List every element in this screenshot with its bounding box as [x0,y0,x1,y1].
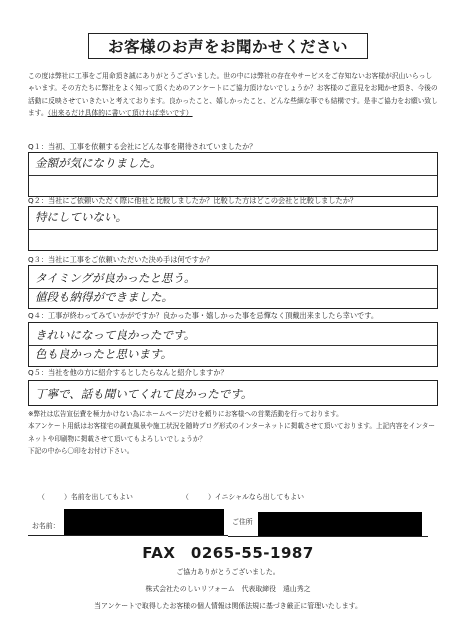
company-name: 株式会社たのしいリフォーム 代表取締役 遠山秀之 [145,585,311,593]
question-2-label: Q２：当社にご依頼いただく際に他社と比較しましたか？比較した方はどこの会社と比較しましたか？ [28,196,358,205]
answer-3-line-1: タイミングが良かったと思う。 [35,271,196,285]
intro-paragraph-2: お客様のご意見をお聞かせ頂き、今後の活動に反映させていきたいと考えております。良かったこと、嬉しかったこと、どんな些細な事でも結構です。是非ご協力をお願い致します。 [28,84,438,118]
privacy-note: 当アンケートで取得したお客様の個人情報は関係法規に基づき厳正に管理いたします。 [94,602,362,610]
intro-paragraph-3: （出来るだけ具体的に書いて頂ければ幸いです） [47,109,193,118]
answer-4-line-2: 色も良かったと思います。 [35,347,173,361]
thanks-text: ご協力ありがとうございました。 [176,568,280,576]
name-label: お名前： [32,522,60,530]
question-3-label: Q３：当社に工事をご依頼いただいた決め手は何ですか？ [28,255,214,264]
notes-text [28,408,440,458]
redacted-address [258,512,422,536]
name-underline [28,535,228,536]
question-1-label: Q１：当初、工事を依頼する会社にどんな事を期待されていましたか？ [28,142,257,151]
question-5-label: Q５：当社を他の方に紹介するとしたらなんと紹介しますか？ [28,368,228,377]
answer-box-3 [28,265,438,309]
note-3: 下記の中から〇印をお付け下さい。 [28,447,134,456]
note-1: ※弊社は広告宣伝費を極力かけない為にホームページだけを頼りにお客様への営業活動を行っております。 [28,410,343,418]
fax-number: FAX 0265-55-1987 [142,544,314,562]
answer-box-4 [28,322,438,367]
name-option: ）名前を出してもよい [64,493,133,501]
initial-option-paren: （ [182,493,189,501]
answer-rule [29,175,437,176]
answer-box-2 [28,206,438,251]
name-option-paren: （ [38,493,45,501]
address-label: ご住所 [232,518,253,526]
answer-box-5 [28,380,438,406]
answer-1-line-1: 金額が気になりました。 [35,156,162,170]
question-4-label: Q４：工事が終わってみていかがですか？良かった事・嬉しかった事を忌憚なく頂戴出来ましたら幸いです。 [28,311,379,320]
answer-box-1 [28,152,438,197]
answer-4-line-1: きれいになって良かったです。 [35,328,196,342]
intro-paragraph-1: この度は弊社に工事をご用命頂き誠にありがとうございました。世の中には弊社の存在やサービスをご存知ないお客様が沢山いらっしゃいます。その方たちに弊社をよく知って頂くためのアンケートにご協力頂けないでしょうか？ [28,72,433,93]
redacted-name [64,509,224,535]
answer-rule [29,229,437,230]
intro-text [28,70,438,120]
answer-2-line-1: 特にしていない。 [35,210,127,224]
page-title: お客様のお声をお聞かせください [88,33,368,59]
initial-option: ）イニシャルなら出してもよい [208,493,305,501]
note-2: 本アンケート用紙はお客様宅の調査風景や施工状況を随時ブログ形式のインターネットに掲載させて頂いております。上記内容をインターネットや印刷物に掲載させて頂いてもよろしいでしょうか？ [28,422,436,443]
answer-5-line-1: 丁寧で、話も聞いてくれて良かったです。 [35,387,253,401]
address-underline [228,536,428,537]
answer-3-line-2: 値段も納得ができました。 [35,290,173,304]
